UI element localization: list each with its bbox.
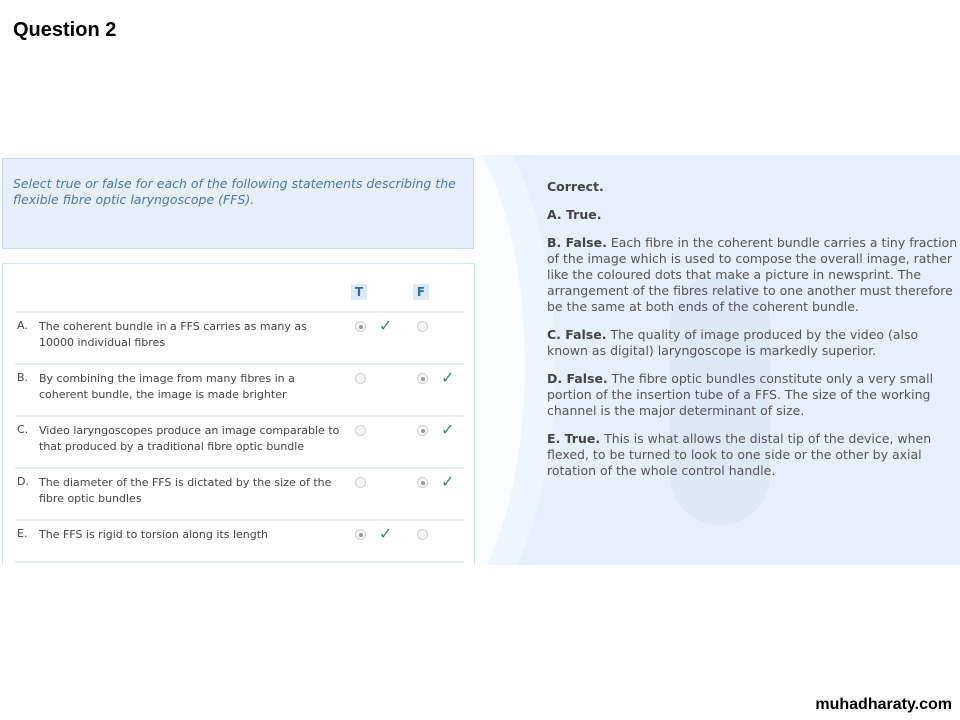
feedback-explanation: The fibre optic bundles constitute only a very small portion of the insertion tube of a FFS. The size of the working channel is the major determinant of size. <box>547 371 934 418</box>
feedback-label: B. False. <box>547 235 607 250</box>
statement-text: Video laryngoscopes produce an image comparable to that produced by a traditional fibre optic bundle <box>39 424 340 453</box>
false-column-header: F <box>413 284 429 300</box>
slide-title: Question 2 <box>13 19 117 41</box>
feedback-label: D. False. <box>547 371 608 386</box>
feedback-item <box>547 431 959 479</box>
statement-letter: E. <box>17 527 28 540</box>
feedback-explanation: This is what allows the distal tip of the device, when flexed, to be turned to look to one side or the other by axial rotation of the whole control handle. <box>547 431 932 478</box>
true-radio[interactable] <box>355 529 366 540</box>
feedback-label: C. False. <box>547 327 607 342</box>
feedback-explanation: Each fibre in the coherent bundle carries a tiny fraction of the image which is used to compose the overall image, rather like the coloured dots that make a picture in newsprint. The arrangement of the fibres relative to one another must therefore be the same at both ends of the coherent bundle. <box>547 235 958 314</box>
feedback-label: A. True. <box>547 207 602 222</box>
table-divider <box>15 561 464 563</box>
feedback-item <box>547 327 959 359</box>
statement-row <box>15 311 464 363</box>
false-radio[interactable] <box>417 425 428 436</box>
feedback-explanation: The quality of image produced by the video (also known as digital) laryngoscope is markedly superior. <box>547 327 919 358</box>
true-column-header: T <box>351 284 367 300</box>
statement-row <box>15 519 464 571</box>
site-watermark: muhadharaty.com <box>815 696 952 713</box>
true-radio[interactable] <box>355 373 366 384</box>
statement-text: The diameter of the FFS is dictated by the size of the fibre optic bundles <box>39 476 332 505</box>
statement-row <box>15 467 464 519</box>
statement-letter: C. <box>17 423 29 436</box>
question-text: Select true or false for each of the following statements describing the flexible fibre optic laryngoscope (FFS). <box>13 176 456 207</box>
feedback-item <box>547 371 959 419</box>
statement-letter: A. <box>17 319 28 332</box>
feedback-label: E. True. <box>547 431 601 446</box>
true-radio[interactable] <box>355 425 366 436</box>
feedback-item <box>547 207 959 223</box>
correct-check-icon: ✓ <box>441 420 455 439</box>
correct-check-icon: ✓ <box>441 368 455 387</box>
correct-check-icon: ✓ <box>379 316 393 335</box>
false-radio[interactable] <box>417 373 428 384</box>
statement-letter: D. <box>17 475 29 488</box>
false-radio[interactable] <box>417 529 428 540</box>
true-radio[interactable] <box>355 477 366 488</box>
question-box <box>2 158 474 249</box>
false-radio[interactable] <box>417 477 428 488</box>
feedback-item <box>547 235 959 315</box>
statement-row <box>15 415 464 467</box>
correct-check-icon: ✓ <box>379 524 393 543</box>
feedback-panel <box>475 155 960 565</box>
statement-text: The coherent bundle in a FFS carries as many as 10000 individual fibres <box>39 320 307 349</box>
false-radio[interactable] <box>417 321 428 332</box>
answer-table <box>2 263 475 565</box>
feedback-status: Correct. <box>547 179 604 194</box>
statement-row <box>15 363 464 415</box>
correct-check-icon: ✓ <box>441 472 455 491</box>
true-radio[interactable] <box>355 321 366 332</box>
statement-text: The FFS is rigid to torsion along its length <box>39 528 269 541</box>
statement-letter: B. <box>17 371 29 384</box>
statement-text: By combining the image from many fibres in a coherent bundle, the image is made brighter <box>39 372 295 401</box>
